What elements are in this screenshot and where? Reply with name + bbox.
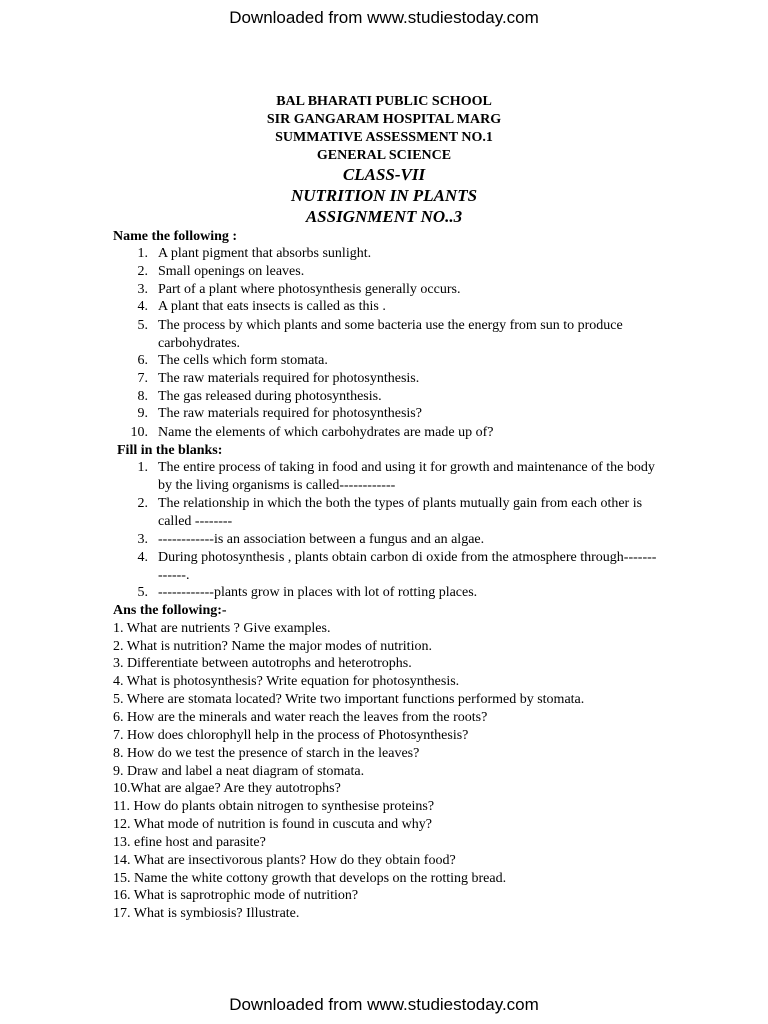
list-item: A plant pigment that absorbs sunlight. — [158, 246, 372, 261]
question-item: 8. How do we test the presence of starch in the leaves? — [113, 746, 420, 761]
assessment-title: SUMMATIVE ASSESSMENT NO.1 — [275, 130, 493, 145]
download-banner-bottom: Downloaded from www.studiestoday.com — [229, 995, 539, 1014]
list-item-number: 7. — [137, 371, 148, 386]
question-item: 3. Differentiate between autotrophs and heterotrophs. — [113, 656, 412, 671]
question-item: 6. How are the minerals and water reach the leaves from the roots? — [113, 710, 488, 725]
list-item: ------------is an association between a fungus and an algae. — [158, 532, 485, 547]
list-item-number: 2. — [137, 264, 148, 279]
list-item-number: 4. — [137, 299, 148, 314]
list-item: The entire process of taking in food and using it for growth and maintenance of the body by the living organisms is called------------ — [158, 460, 655, 493]
list-item-number: 5. — [137, 318, 148, 333]
list-item: The raw materials required for photosynthesis. — [158, 371, 420, 386]
list-item: The cells which form stomata. — [158, 353, 328, 368]
chapter-title: NUTRITION IN PLANTS — [290, 186, 478, 205]
list-item-number: 1. — [137, 246, 148, 261]
question-item: 9. Draw and label a neat diagram of stomata. — [113, 764, 365, 779]
subject-title: GENERAL SCIENCE — [316, 148, 452, 163]
list-item: The raw materials required for photosynthesis? — [158, 406, 422, 421]
question-item: 11. How do plants obtain nitrogen to synthesise proteins? — [113, 799, 435, 814]
list-item: The relationship in which the both the types of plants mutually gain from each other is called -------- — [158, 496, 643, 529]
list-item-number: 8. — [137, 389, 148, 404]
question-item: 17. What is symbiosis? Illustrate. — [113, 906, 300, 921]
question-item: 15. Name the white cottony growth that develops on the rotting bread. — [113, 871, 507, 886]
download-banner-top: Downloaded from www.studiestoday.com — [229, 8, 539, 27]
list-item: The process by which plants and some bacteria use the energy from sun to produce carbohydrates. — [158, 318, 623, 351]
list-item-number: 4. — [137, 550, 148, 565]
list-item-number: 3. — [137, 532, 148, 547]
question-item: 4. What is photosynthesis? Write equation for photosynthesis. — [113, 674, 460, 689]
question-item: 5. Where are stomata located? Write two important functions performed by stomata. — [113, 692, 585, 707]
list-item: The gas released during photosynthesis. — [158, 389, 382, 404]
question-item: 14. What are insectivorous plants? How do they obtain food? — [113, 853, 456, 868]
question-item: 13. efine host and parasite? — [113, 835, 266, 850]
list-item: Small openings on leaves. — [158, 264, 305, 279]
list-item: During photosynthesis , plants obtain carbon di oxide from the atmosphere through-------------. — [158, 550, 657, 583]
question-item: 1. What are nutrients ? Give examples. — [113, 621, 331, 636]
list-item: ------------plants grow in places with lot of rotting places. — [158, 585, 478, 600]
fill-section-heading: Fill in the blanks: — [117, 443, 223, 458]
name-section-heading: Name the following : — [113, 229, 238, 244]
list-item-number: 6. — [137, 353, 148, 368]
list-item-number: 5. — [137, 585, 148, 600]
question-item: 2. What is nutrition? Name the major modes of nutrition. — [113, 639, 432, 654]
question-item: 7. How does chlorophyll help in the process of Photosynthesis? — [113, 728, 469, 743]
school-name: BAL BHARATI PUBLIC SCHOOL — [276, 94, 492, 109]
assignment-title: ASSIGNMENT NO..3 — [305, 207, 463, 226]
question-item: 12. What mode of nutrition is found in cuscuta and why? — [113, 817, 432, 832]
school-address: SIR GANGARAM HOSPITAL MARG — [266, 112, 502, 127]
list-item-number: 9. — [137, 406, 148, 421]
list-item: Name the elements of which carbohydrates are made up of? — [158, 425, 494, 440]
list-item: A plant that eats insects is called as this . — [158, 299, 386, 314]
list-item-number: 1. — [137, 460, 148, 475]
question-item: 16. What is saprotrophic mode of nutrition? — [113, 888, 359, 903]
answer-section-heading: Ans the following:- — [113, 603, 227, 618]
list-item: Part of a plant where photosynthesis generally occurs. — [158, 282, 461, 297]
class-title: CLASS-VII — [342, 165, 426, 184]
list-item-number: 2. — [137, 496, 148, 511]
list-item-number: 3. — [137, 282, 148, 297]
question-item: 10.What are algae? Are they autotrophs? — [113, 781, 341, 796]
list-item-number: 10. — [130, 425, 148, 440]
